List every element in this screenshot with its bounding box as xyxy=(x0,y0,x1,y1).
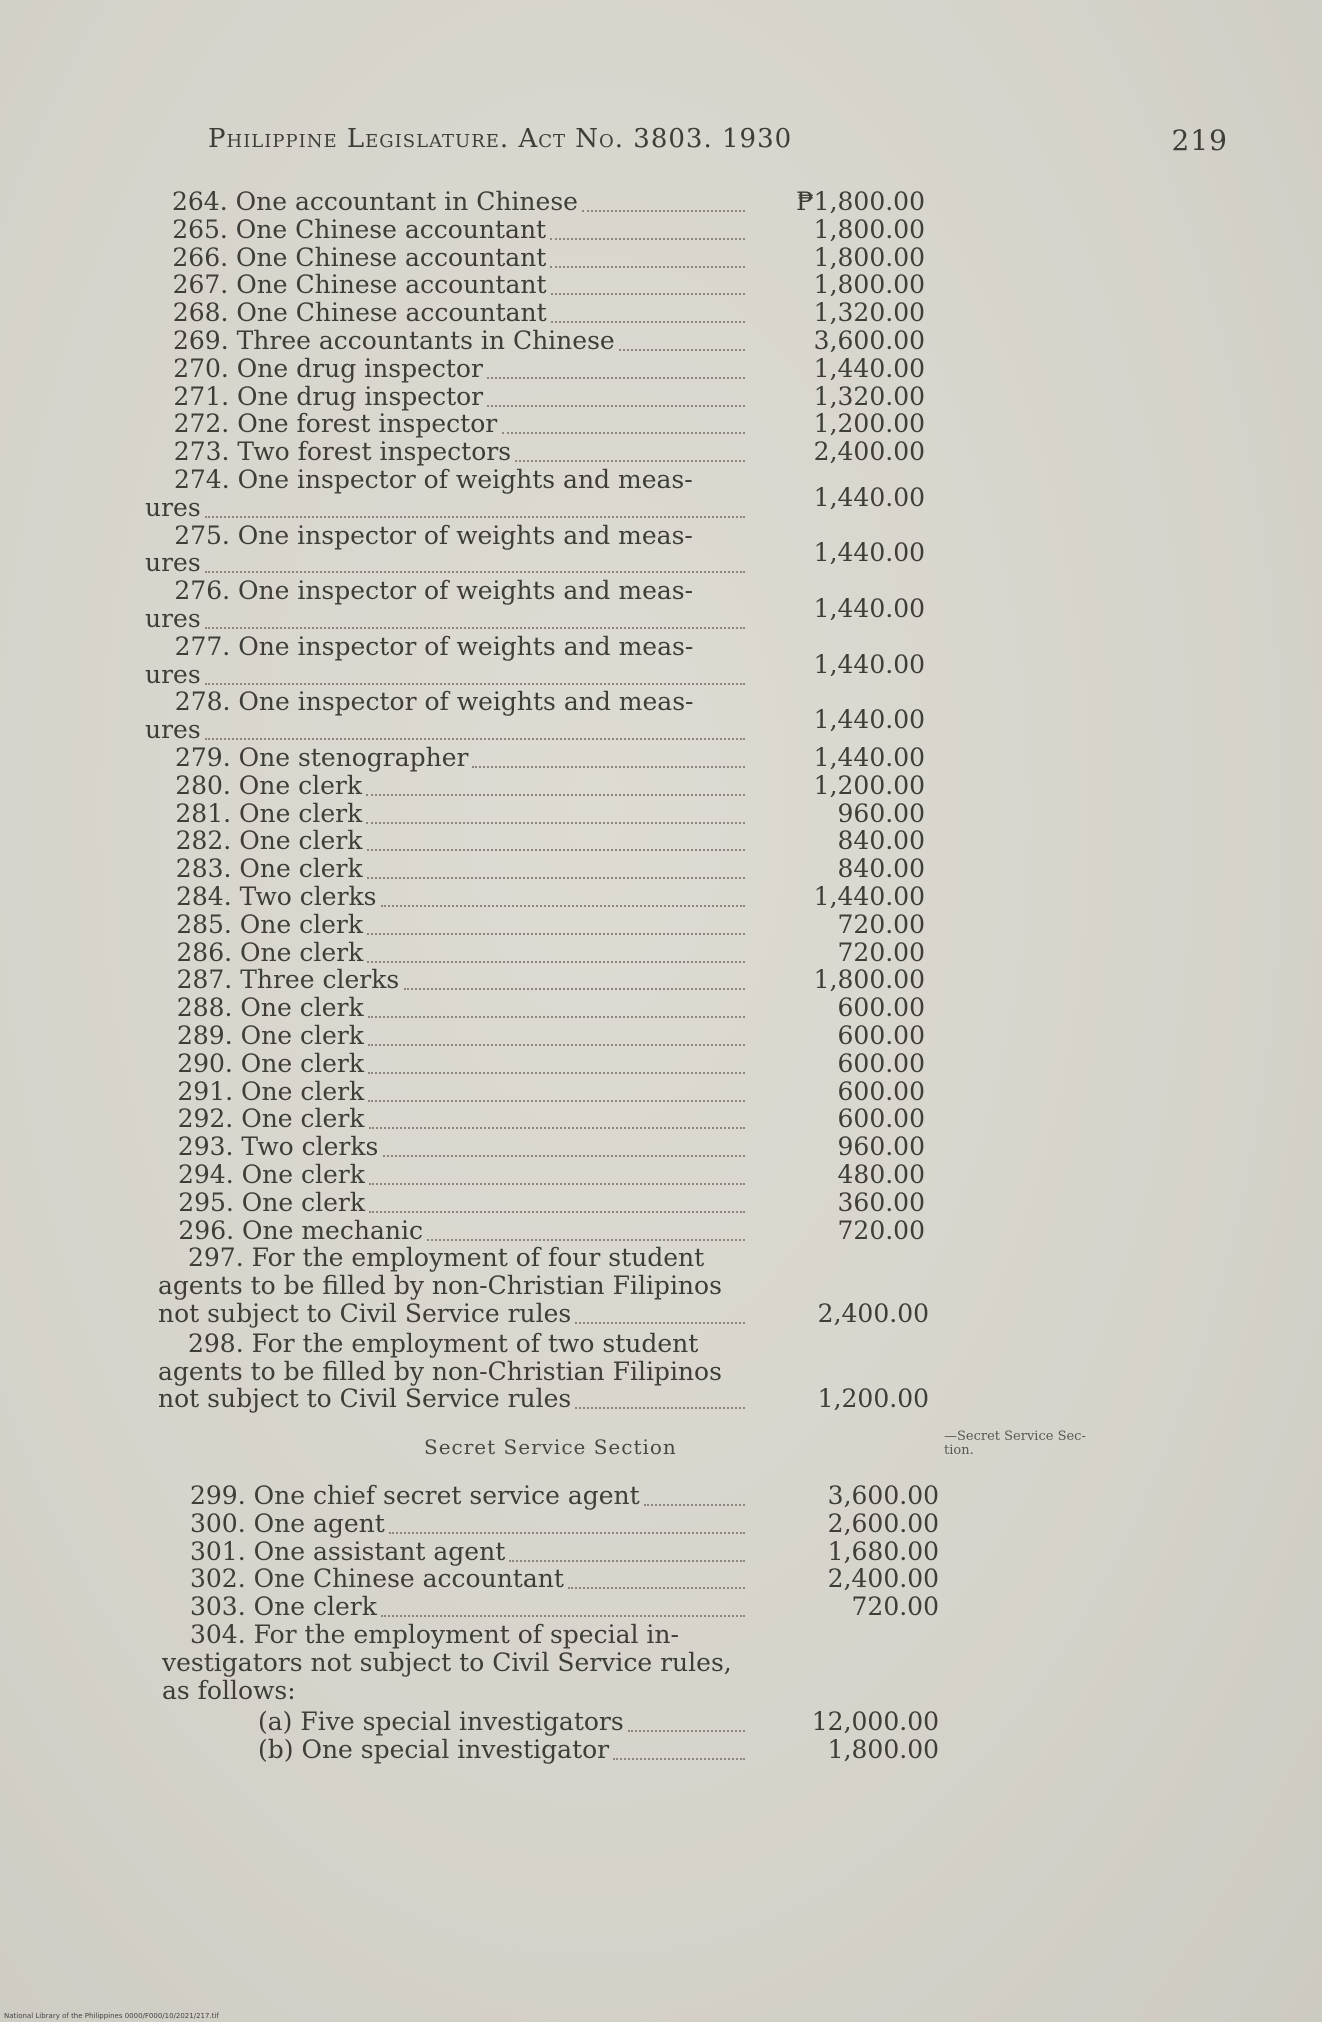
item-line: 275. One inspector of weights and meas- xyxy=(174,520,693,550)
leader-dots xyxy=(575,1322,745,1324)
paragraph-line: not subject to Civil Service rules xyxy=(158,1384,572,1414)
item-amount: 1,440.00 xyxy=(813,705,925,735)
leader-dots xyxy=(550,238,745,240)
page-number: 219 xyxy=(1171,124,1228,157)
item-amount: 2,400.00 xyxy=(813,437,925,467)
item-amount: 1,440.00 xyxy=(813,649,925,679)
item-amount: 600.00 xyxy=(837,1048,925,1078)
leader-dots xyxy=(369,1183,745,1185)
paragraph-line: agents to be filled by non-Christian Filipinos xyxy=(158,1271,722,1301)
item-line: 273. Two forest inspectors xyxy=(173,437,512,467)
item-amount: 720.00 xyxy=(837,1215,925,1245)
item-line: 294. One clerk xyxy=(178,1160,365,1189)
leader-dots xyxy=(613,1758,745,1760)
item-line: 267. One Chinese accountant xyxy=(172,270,547,300)
item-amount: 1,200.00 xyxy=(813,770,925,800)
scan-credit: National Library of the Philippines 0000/F000/10/2021/217.tif xyxy=(4,2012,219,2020)
item-line: 282. One clerk xyxy=(175,826,363,856)
leader-dots xyxy=(487,377,745,379)
leader-dots xyxy=(367,961,745,963)
leader-dots xyxy=(368,1072,745,1074)
item-line-continued: ures xyxy=(145,548,201,578)
item-line-continued: ures xyxy=(145,659,201,689)
secret-item-line: 302. One Chinese accountant xyxy=(190,1564,564,1594)
secret-item-line: 303. One clerk xyxy=(190,1592,377,1622)
item-line: 286. One clerk xyxy=(176,937,364,967)
item-amount: 1,200.00 xyxy=(813,409,925,439)
secret-item-line: 300. One agent xyxy=(190,1508,385,1538)
margin-note xyxy=(944,1430,1144,1458)
item-line: 295. One clerk xyxy=(178,1187,366,1217)
section-title: Secret Service Section xyxy=(424,1435,677,1459)
item-amount: 12,000.00 xyxy=(811,1707,939,1737)
leader-dots xyxy=(205,571,745,573)
leader-dots xyxy=(367,849,745,851)
paragraph-line: 298. For the employment of two student xyxy=(188,1328,699,1358)
item-amount: 1,440.00 xyxy=(813,882,925,911)
paragraph-line: vestigators not subject to Civil Service rules, xyxy=(162,1647,732,1677)
item-amount: 1,320.00 xyxy=(813,298,925,328)
sub-item-line: (a) Five special investigators xyxy=(258,1707,624,1737)
item-amount: 720.00 xyxy=(851,1592,939,1622)
item-line: 284. Two clerks xyxy=(176,882,377,911)
item-amount: 960.00 xyxy=(837,1132,925,1162)
item-amount: 360.00 xyxy=(837,1187,925,1217)
item-amount: 600.00 xyxy=(837,1021,925,1050)
leader-dots xyxy=(366,822,745,824)
item-amount: 1,440.00 xyxy=(813,743,925,772)
leader-dots xyxy=(389,1532,745,1534)
item-amount: 1,800.00 xyxy=(813,270,925,300)
item-amount: 1,800.00 xyxy=(827,1735,939,1765)
item-line-continued: ures xyxy=(145,715,201,745)
paragraph-line: not subject to Civil Service rules xyxy=(158,1299,572,1328)
item-line: 271. One drug inspector xyxy=(173,381,484,411)
item-amount: 1,440.00 xyxy=(813,594,925,623)
item-line: 272. One forest inspector xyxy=(173,409,498,439)
leader-dots xyxy=(575,1407,745,1409)
leader-dots xyxy=(205,738,745,740)
item-line: 287. Three clerks xyxy=(176,965,400,995)
margin-note-line-1: —Secret Service Sec- xyxy=(944,1429,1086,1444)
item-amount: 600.00 xyxy=(837,1104,925,1134)
item-line: 277. One inspector of weights and meas- xyxy=(174,631,694,661)
item-line: 270. One drug inspector xyxy=(173,353,483,383)
item-line-continued: ures xyxy=(145,604,201,633)
leader-dots xyxy=(551,321,745,323)
item-amount: 1,800.00 xyxy=(813,965,925,995)
leader-dots xyxy=(381,905,745,907)
item-line: 278. One inspector of weights and meas- xyxy=(174,687,694,717)
item-line: 283. One clerk xyxy=(175,854,363,884)
item-line: 281. One clerk xyxy=(175,798,363,828)
item-amount: 720.00 xyxy=(837,937,925,967)
item-line: 288. One clerk xyxy=(176,993,364,1023)
item-amount: 720.00 xyxy=(837,909,925,939)
item-amount: 3,600.00 xyxy=(827,1481,939,1510)
item-line: 266. One Chinese accountant xyxy=(172,242,547,272)
leader-dots xyxy=(368,1016,745,1018)
item-amount: 2,600.00 xyxy=(827,1508,939,1538)
leader-dots xyxy=(367,933,745,935)
item-amount: 840.00 xyxy=(837,826,925,856)
item-amount: 1,800.00 xyxy=(813,242,925,272)
item-line: 274. One inspector of weights and meas- xyxy=(174,465,693,494)
item-amount: 2,400.00 xyxy=(817,1299,929,1328)
leader-dots xyxy=(487,405,745,407)
item-amount: 2,400.00 xyxy=(827,1564,939,1594)
paragraph-line: 304. For the employment of special in- xyxy=(190,1620,679,1649)
leader-dots xyxy=(369,1211,745,1213)
item-line: 289. One clerk xyxy=(177,1021,364,1050)
page-header xyxy=(208,124,1228,164)
item-line: 265. One Chinese accountant xyxy=(172,214,547,244)
running-head: Philippine Legislature. Act No. 3803. 1930 xyxy=(208,124,793,154)
leader-dots xyxy=(568,1587,745,1589)
leader-dots xyxy=(205,683,745,685)
item-line: 291. One clerk xyxy=(177,1076,365,1106)
item-amount: 960.00 xyxy=(837,798,925,828)
item-amount: 1,440.00 xyxy=(813,538,925,568)
sub-item-line: (b) One special investigator xyxy=(258,1735,610,1765)
secret-item-line: 299. One chief secret service agent xyxy=(190,1481,640,1510)
leader-dots xyxy=(644,1504,745,1506)
item-line: 279. One stenographer xyxy=(175,743,469,772)
item-line: 264. One accountant in Chinese xyxy=(172,187,578,216)
item-line: 292. One clerk xyxy=(177,1104,365,1134)
leader-dots xyxy=(550,266,745,268)
leader-dots xyxy=(551,293,745,295)
item-amount: 840.00 xyxy=(837,854,925,884)
item-line: 269. Three accountants in Chinese xyxy=(173,326,615,355)
secret-item-line: 301. One assistant agent xyxy=(190,1536,506,1566)
item-amount: ₱1,800.00 xyxy=(796,187,925,216)
item-line-continued: ures xyxy=(145,492,201,522)
leader-dots xyxy=(515,460,745,462)
item-line: 280. One clerk xyxy=(175,770,363,800)
leader-dots xyxy=(383,1155,745,1157)
item-amount: 1,440.00 xyxy=(813,353,925,383)
item-line: 268. One Chinese accountant xyxy=(172,298,547,328)
leader-dots xyxy=(509,1560,745,1562)
paragraph-line: as follows: xyxy=(162,1675,296,1705)
leader-dots xyxy=(381,1615,745,1617)
item-amount: 3,600.00 xyxy=(813,326,925,355)
leader-dots xyxy=(368,1044,745,1046)
item-line: 276. One inspector of weights and meas- xyxy=(174,576,694,606)
item-amount: 1,680.00 xyxy=(827,1536,939,1566)
leader-dots xyxy=(582,210,745,212)
leader-dots xyxy=(472,766,745,768)
leader-dots xyxy=(404,988,745,990)
paragraph-line: agents to be filled by non-Christian Filipinos xyxy=(158,1356,722,1386)
leader-dots xyxy=(205,516,745,518)
margin-note-line-2: tion. xyxy=(944,1443,974,1458)
item-line: 293. Two clerks xyxy=(177,1132,379,1162)
leader-dots xyxy=(369,1127,745,1129)
item-line: 285. One clerk xyxy=(176,909,364,939)
leader-dots xyxy=(368,1100,745,1102)
leader-dots xyxy=(628,1730,745,1732)
leader-dots xyxy=(205,627,745,629)
leader-dots xyxy=(619,349,745,351)
item-amount: 480.00 xyxy=(837,1160,925,1189)
item-amount: 1,440.00 xyxy=(813,482,925,512)
leader-dots xyxy=(366,794,745,796)
leader-dots xyxy=(427,1239,745,1241)
item-amount: 600.00 xyxy=(837,1076,925,1106)
leader-dots xyxy=(367,877,745,879)
item-line: 296. One mechanic xyxy=(178,1215,423,1245)
item-amount: 600.00 xyxy=(837,993,925,1023)
item-amount: 1,200.00 xyxy=(817,1384,929,1414)
paragraph-line: 297. For the employment of four student xyxy=(188,1243,705,1273)
item-amount: 1,320.00 xyxy=(813,381,925,411)
item-amount: 1,800.00 xyxy=(813,214,925,244)
leader-dots xyxy=(502,432,745,434)
item-line: 290. One clerk xyxy=(177,1048,365,1078)
